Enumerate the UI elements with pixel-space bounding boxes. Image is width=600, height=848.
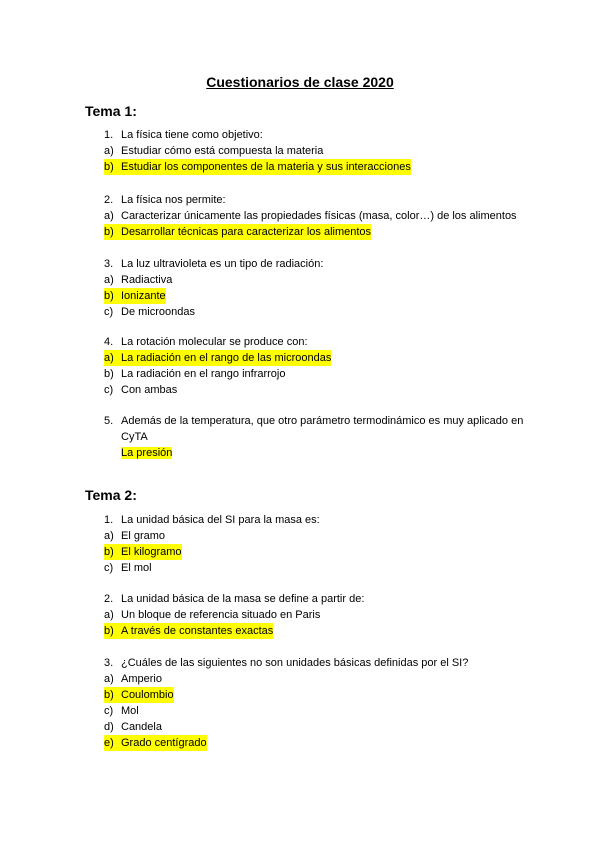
question-number: 4. (104, 336, 114, 348)
question-2-1 (104, 512, 544, 576)
option-letter: b) (104, 226, 114, 238)
answer-option (104, 528, 544, 544)
option-letter: b) (104, 546, 114, 558)
option-text: La radiación en el rango infrarrojo (121, 368, 286, 380)
question-text: La luz ultravioleta es un tipo de radiación: (121, 258, 324, 270)
question-2-2 (104, 591, 544, 639)
answer-option (104, 703, 544, 719)
option-text: Estudiar cómo está compuesta la materia (121, 145, 324, 157)
option-text: Radiactiva (121, 274, 173, 286)
question-number: 3. (104, 657, 114, 669)
answer-option-highlighted (104, 544, 182, 560)
question-1-4 (104, 334, 544, 398)
answer-option (104, 366, 544, 382)
answer-option (104, 304, 544, 320)
option-letter: b) (104, 161, 114, 173)
option-text: Desarrollar técnicas para caracterizar los alimentos (121, 226, 372, 238)
question-number: 1. (104, 514, 114, 526)
option-letter: a) (104, 609, 114, 621)
section-heading-tema-2: Tema 2: (85, 487, 137, 503)
question-number: 3. (104, 258, 114, 270)
section-heading-tema-1: Tema 1: (85, 103, 137, 119)
answer-option (104, 560, 544, 576)
option-text: Candela (121, 721, 162, 733)
answer-option (104, 607, 544, 623)
option-text: Estudiar los componentes de la materia y sus interacciones (121, 161, 411, 173)
question-text: La física tiene como objetivo: (121, 129, 263, 141)
option-text: Grado centígrado (121, 737, 207, 749)
option-text: La radiación en el rango de las microondas (121, 352, 332, 364)
answer-option-highlighted (104, 288, 166, 304)
answer-option-highlighted (104, 623, 273, 639)
question-text: ¿Cuáles de las siguientes no son unidades básicas definidas por el SI? (121, 657, 469, 669)
option-letter: a) (104, 673, 114, 685)
option-text: Mol (121, 705, 139, 717)
answer-option-highlighted (104, 350, 331, 366)
question-text: La rotación molecular se produce con: (121, 336, 308, 348)
option-letter: b) (104, 625, 114, 637)
option-letter: b) (104, 689, 114, 701)
question-number: 2. (104, 593, 114, 605)
question-text: Además de la temperatura, que otro parámetro termodinámico es muy aplicado en CyTA (121, 415, 524, 443)
option-letter: c) (104, 306, 114, 318)
option-letter: e) (104, 737, 114, 749)
question-number: 5. (104, 415, 114, 427)
question-number: 1. (104, 129, 114, 141)
option-letter: c) (104, 384, 114, 396)
option-letter: c) (104, 562, 114, 574)
answer-option (104, 719, 544, 735)
answer-option (104, 208, 544, 224)
question-1-5 (104, 413, 544, 461)
option-letter: a) (104, 145, 114, 157)
question-1-1 (104, 127, 544, 175)
option-letter: a) (104, 210, 114, 222)
option-text: Ionizante (121, 290, 166, 302)
option-text: De microondas (121, 306, 195, 318)
answer-option-highlighted (104, 159, 411, 175)
answer-option (104, 382, 544, 398)
option-text: Un bloque de referencia situado en Paris (121, 609, 321, 621)
option-text: El kilogramo (121, 546, 182, 558)
answer-option (104, 143, 544, 159)
question-text: La física nos permite: (121, 194, 226, 206)
option-letter: b) (104, 368, 114, 380)
answer-option-highlighted (104, 735, 207, 751)
option-letter: a) (104, 274, 114, 286)
question-1-2 (104, 192, 544, 240)
answer-option (104, 671, 544, 687)
answer-option (104, 272, 544, 288)
option-text: Con ambas (121, 384, 178, 396)
option-text: Amperio (121, 673, 162, 685)
answer-option-highlighted (104, 687, 174, 703)
option-text: Coulombio (121, 689, 174, 701)
option-letter: a) (104, 530, 114, 542)
option-letter: c) (104, 705, 114, 717)
question-text: La unidad básica de la masa se define a partir de: (121, 593, 365, 605)
answer-option-highlighted (104, 224, 371, 240)
option-text: A través de constantes exactas (121, 625, 274, 637)
question-text: La unidad básica del SI para la masa es: (121, 514, 320, 526)
option-text: El mol (121, 562, 152, 574)
question-2-3 (104, 655, 544, 751)
page-title: Cuestionarios de clase 2020 (206, 74, 394, 90)
option-letter: a) (104, 352, 114, 364)
question-number: 2. (104, 194, 114, 206)
question-1-3 (104, 256, 544, 320)
option-text: El gramo (121, 530, 166, 542)
answer-highlighted: La presión (121, 447, 173, 459)
option-letter: b) (104, 290, 114, 302)
option-letter: d) (104, 721, 114, 733)
option-text: Caracterizar únicamente las propiedades físicas (masa, color…) de los alimentos (121, 210, 517, 222)
